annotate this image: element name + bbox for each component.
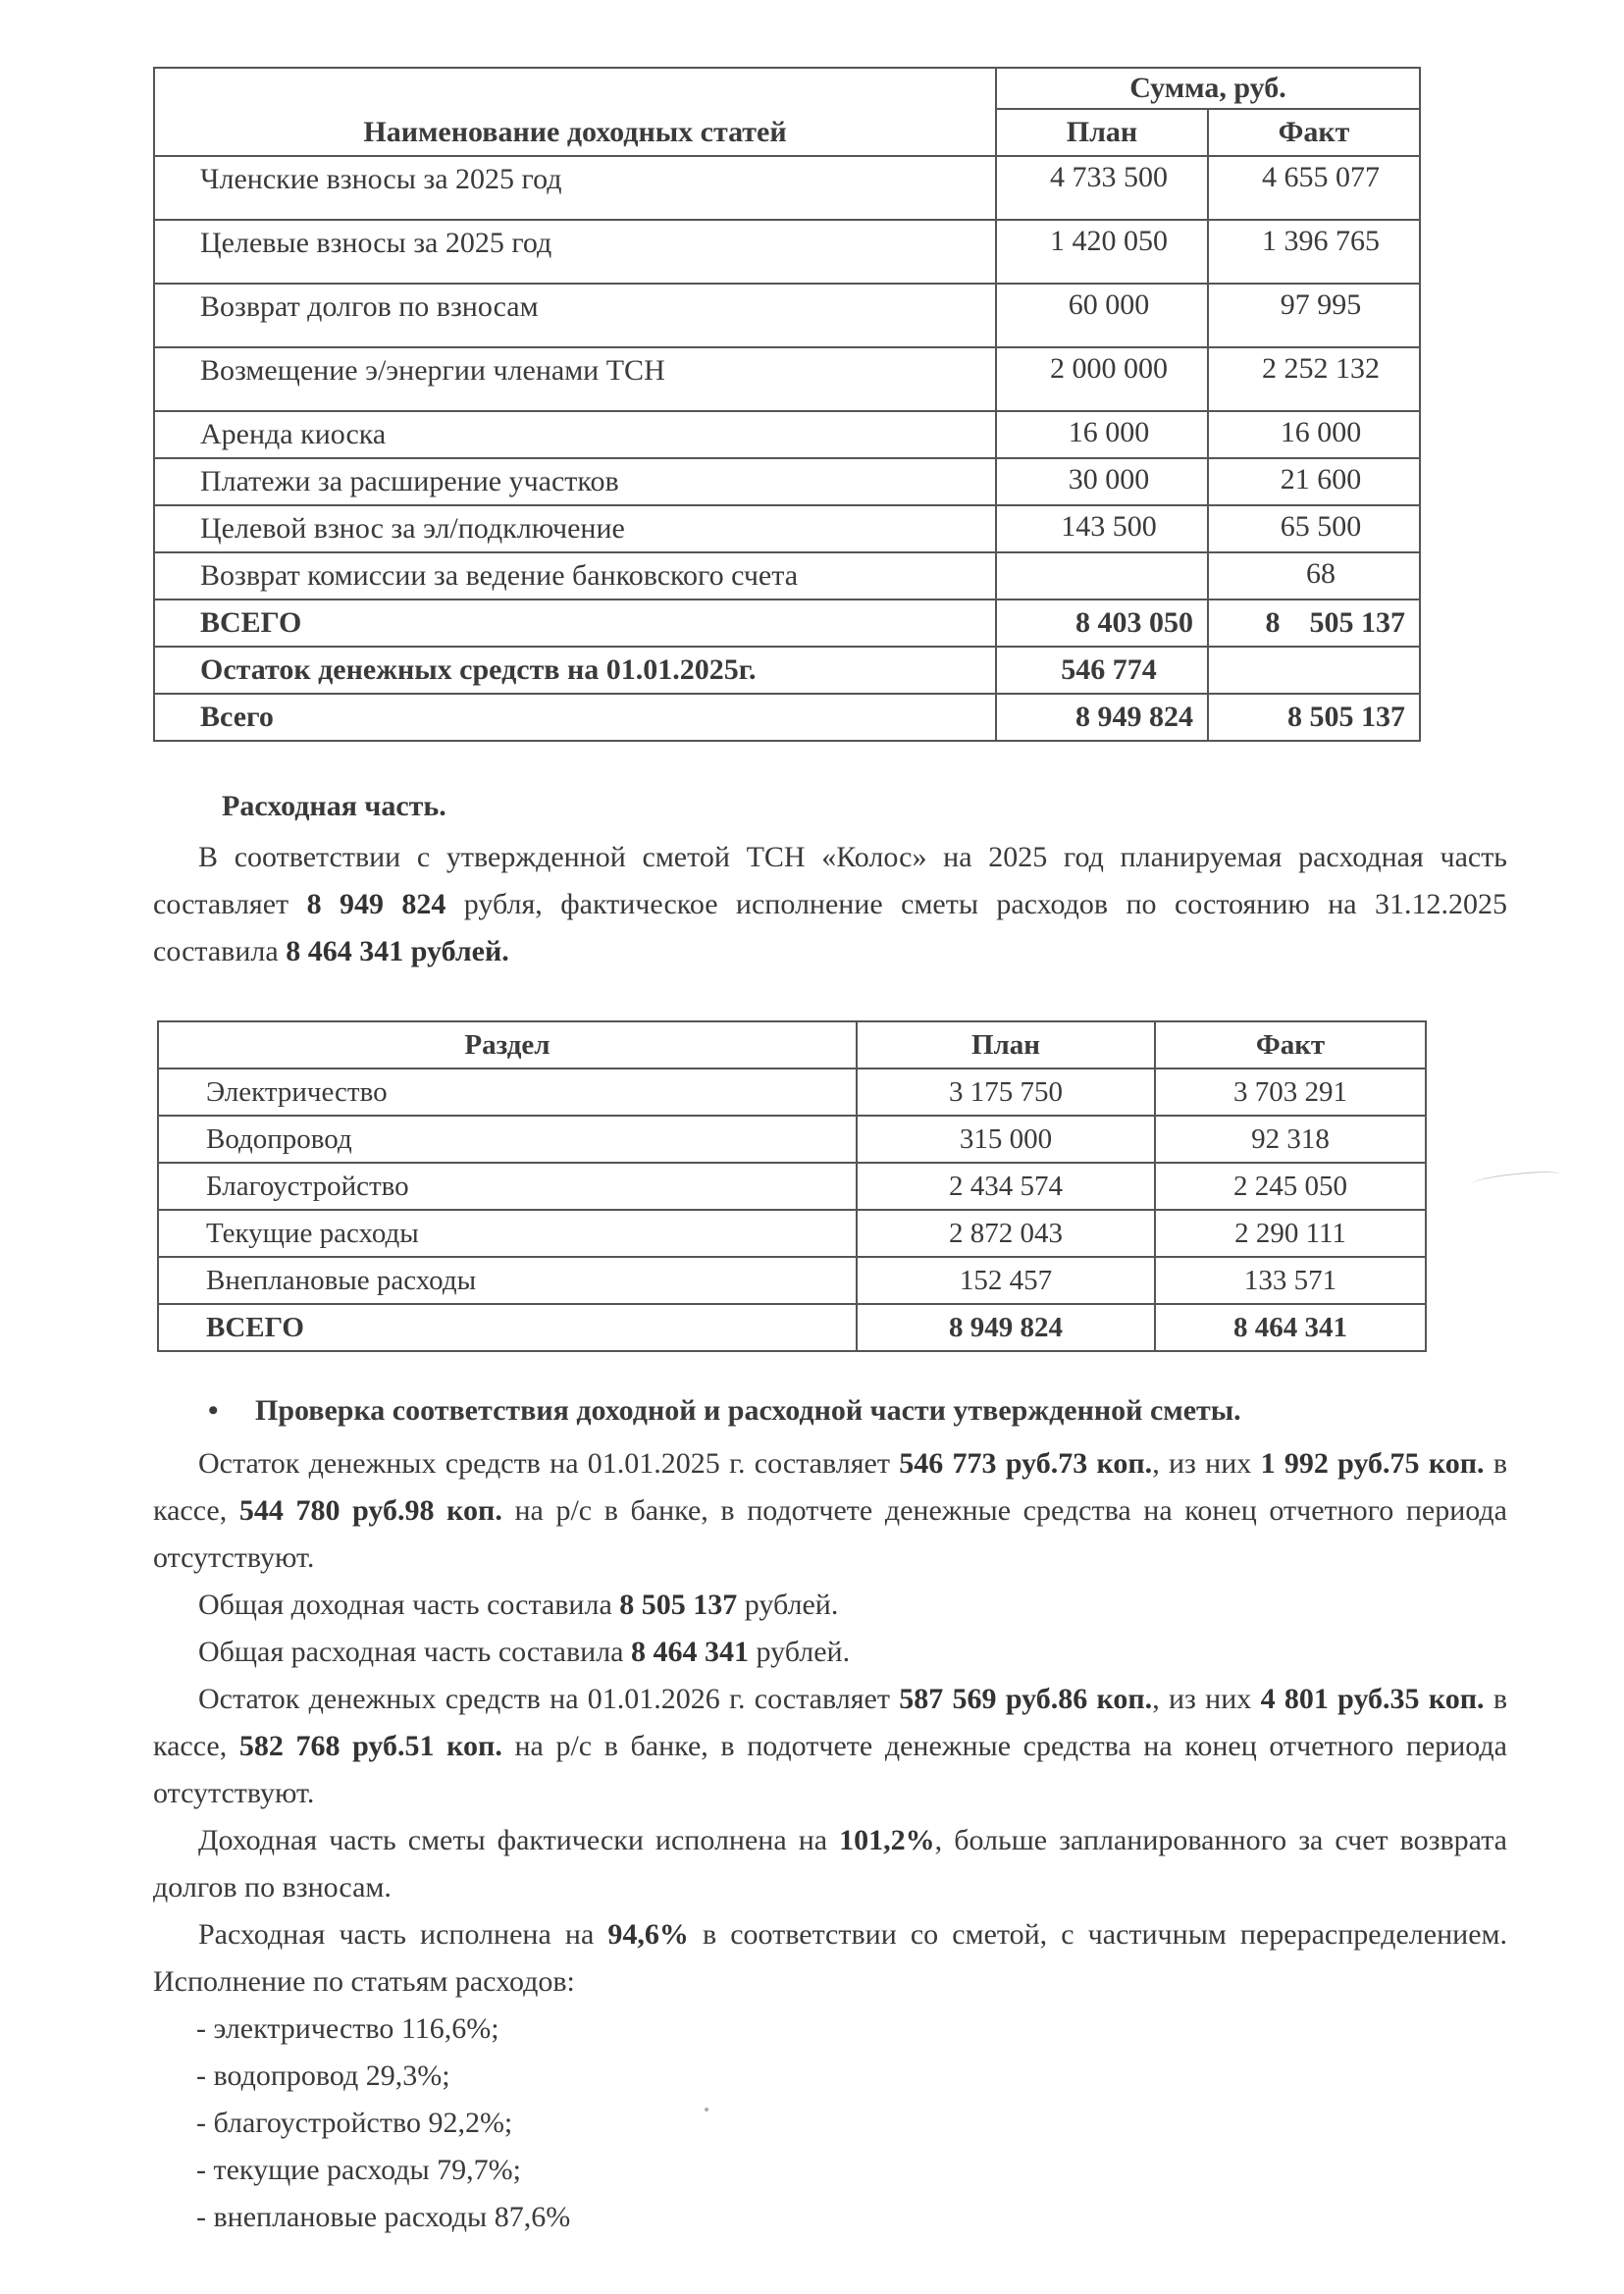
check-section-title xyxy=(208,1387,1241,1434)
income-fact-value: 4 655 077 xyxy=(1208,156,1420,220)
expense-fact-value: 3 703 291 xyxy=(1155,1069,1426,1116)
income-item-name: Аренда киоска xyxy=(154,411,996,458)
income-plan-value: 1 420 050 xyxy=(996,220,1208,284)
expense-section-name: Текущие расходы xyxy=(158,1210,857,1257)
income-plan-value: 2 000 000 xyxy=(996,347,1208,411)
text-span: , из них xyxy=(1152,1447,1261,1480)
text-span: Расходная часть исполнена на xyxy=(198,1918,608,1951)
list-item: - электричество 116,6%; xyxy=(196,2012,499,2045)
closing-balance-amount: 587 569 руб.86 коп. xyxy=(899,1683,1153,1715)
income-fact-value: 68 xyxy=(1208,552,1420,600)
closing-bank-amount: 582 768 руб.51 коп. xyxy=(238,1730,502,1762)
list-item: - внеплановые расходы 87,6% xyxy=(196,2201,571,2233)
text-span: рублей. xyxy=(749,1636,851,1668)
income-total-amount: 8 505 137 xyxy=(619,1589,738,1621)
expense-total-paragraph xyxy=(198,1629,850,1676)
text-span: , из них xyxy=(1152,1683,1261,1715)
list-item: - текущие расходы 79,7%; xyxy=(196,2154,522,2186)
expense-section-name: Водопровод xyxy=(158,1116,857,1163)
income-item-name: Возмещение э/энергии членами ТСН xyxy=(154,347,996,411)
expense-fact-value: 2 245 050 xyxy=(1155,1163,1426,1210)
closing-balance-paragraph xyxy=(153,1676,1507,1817)
text-span: рубля, фактическое исполнение сметы расходов по состоянию на 31.12.2025 составила xyxy=(153,888,1507,967)
income-item-name: Членские взносы за 2025 год xyxy=(154,156,996,220)
table-row xyxy=(158,1163,1426,1210)
planned-expense-amount: 8 949 824 xyxy=(306,888,446,920)
table-row xyxy=(154,458,1420,505)
expense-table xyxy=(157,1020,1427,1352)
opening-balance-plan: 546 774 xyxy=(996,647,1208,694)
expense-plan-value: 3 175 750 xyxy=(857,1069,1155,1116)
income-plan-value: 30 000 xyxy=(996,458,1208,505)
expense-plan-value: 2 434 574 xyxy=(857,1163,1155,1210)
income-fact-value: 97 995 xyxy=(1208,284,1420,347)
income-grand-total-row xyxy=(154,694,1420,741)
text-span: Остаток денежных средств на 01.01.2026 г. составляет xyxy=(198,1683,900,1715)
table-row xyxy=(154,347,1420,411)
income-fact-value: 2 252 132 xyxy=(1208,347,1420,411)
expense-section-name: Благоустройство xyxy=(158,1163,857,1210)
list-item: - благоустройство 92,2%; xyxy=(196,2107,513,2139)
fact-column-header: Факт xyxy=(1208,109,1420,156)
income-grand-total-plan: 8 949 824 xyxy=(996,694,1208,741)
expense-fact-value: 2 290 111 xyxy=(1155,1210,1426,1257)
text-span: В соответствии с утвержденной сметой ТСН «Колос» на 2025 год планируемая расходная часть составляет xyxy=(153,841,1507,920)
income-total-fact: 8 505 137 xyxy=(1208,600,1420,647)
table-row xyxy=(158,1069,1426,1116)
expense-total-label: ВСЕГО xyxy=(158,1304,857,1351)
text-span: Остаток денежных средств на 01.01.2025 г. составляет xyxy=(198,1447,900,1480)
expense-total-amount: 8 464 341 xyxy=(631,1636,749,1668)
income-item-name: Возврат комиссии за ведение банковского счета xyxy=(154,552,996,600)
income-item-name: Возврат долгов по взносам xyxy=(154,284,996,347)
income-total-label: ВСЕГО xyxy=(154,600,996,647)
opening-balance-amount: 546 773 руб.73 коп. xyxy=(899,1447,1153,1480)
text-span: на р/с в банке, в подотчете денежные средства на конец отчетного периода отсутствуют. xyxy=(153,1494,1507,1574)
opening-cash-amount: 1 992 руб.75 коп. xyxy=(1260,1447,1485,1480)
income-plan-value: 143 500 xyxy=(996,505,1208,552)
expense-total-fact: 8 464 341 xyxy=(1155,1304,1426,1351)
expense-section-title: Расходная часть. xyxy=(222,790,446,822)
income-execution-paragraph xyxy=(153,1817,1507,1911)
income-item-name: Платежи за расширение участков xyxy=(154,458,996,505)
text-span: в кассе, xyxy=(153,1447,1507,1527)
table-row xyxy=(154,552,1420,600)
text-span: в соответствии со сметой, с частичным перераспределением. Исполнение по статьям расходов: xyxy=(153,1918,1507,1998)
income-total-row xyxy=(154,600,1420,647)
income-fact-value: 16 000 xyxy=(1208,411,1420,458)
table-row xyxy=(154,220,1420,284)
income-execution-percent: 101,2% xyxy=(839,1824,935,1856)
expense-fact-value: 133 571 xyxy=(1155,1257,1426,1304)
expense-execution-percent: 94,6% xyxy=(607,1918,689,1951)
opening-bank-amount: 544 780 руб.98 коп. xyxy=(238,1494,502,1527)
closing-cash-amount: 4 801 руб.35 коп. xyxy=(1260,1683,1485,1715)
income-plan-value: 60 000 xyxy=(996,284,1208,347)
income-table-header-row xyxy=(154,68,1420,109)
income-plan-value: 4 733 500 xyxy=(996,156,1208,220)
table-row xyxy=(154,505,1420,552)
expense-plan-value: 152 457 xyxy=(857,1257,1155,1304)
opening-balance-row xyxy=(154,647,1420,694)
table-row xyxy=(154,411,1420,458)
income-plan-value xyxy=(996,552,1208,600)
income-item-name: Целевой взнос за эл/подключение xyxy=(154,505,996,552)
income-fact-value: 65 500 xyxy=(1208,505,1420,552)
expense-table-header-row xyxy=(158,1021,1426,1069)
expense-section-name: Электричество xyxy=(158,1069,857,1116)
table-row xyxy=(158,1210,1426,1257)
text-span: в кассе, xyxy=(153,1683,1507,1762)
expense-plan-value: 2 872 043 xyxy=(857,1210,1155,1257)
plan-column-header: План xyxy=(857,1021,1155,1069)
plan-column-header: План xyxy=(996,109,1208,156)
income-grand-total-fact: 8 505 137 xyxy=(1208,694,1420,741)
table-row xyxy=(154,284,1420,347)
income-total-plan: 8 403 050 xyxy=(996,600,1208,647)
text-span: Общая доходная часть составила xyxy=(198,1589,620,1621)
expense-section-name: Внеплановые расходы xyxy=(158,1257,857,1304)
fact-column-header: Факт xyxy=(1155,1021,1426,1069)
table-row xyxy=(158,1257,1426,1304)
income-table xyxy=(153,67,1421,742)
income-name-column-header: Наименование доходных статей xyxy=(154,68,996,156)
expense-total-plan: 8 949 824 xyxy=(857,1304,1155,1351)
income-fact-value: 21 600 xyxy=(1208,458,1420,505)
text-span: на р/с в банке, в подотчете денежные средства на конец отчетного периода отсутствуют. xyxy=(153,1730,1507,1809)
scan-dot xyxy=(705,2108,708,2112)
expense-fact-value: 92 318 xyxy=(1155,1116,1426,1163)
actual-expense-amount: 8 464 341 рублей. xyxy=(286,935,509,967)
text-span: Доходная часть сметы фактически исполнена на xyxy=(198,1824,840,1856)
expense-plan-value: 315 000 xyxy=(857,1116,1155,1163)
income-item-name: Целевые взносы за 2025 год xyxy=(154,220,996,284)
income-plan-value: 16 000 xyxy=(996,411,1208,458)
text-span: Общая расходная часть составила xyxy=(198,1636,631,1668)
sum-group-header: Сумма, руб. xyxy=(996,68,1420,109)
list-item: - водопровод 29,3%; xyxy=(196,2059,450,2092)
expense-total-row xyxy=(158,1304,1426,1351)
text-span: , больше запланированного за счет возврата долгов по взносам. xyxy=(153,1824,1507,1903)
expense-items-list xyxy=(196,2006,570,2241)
expense-intro-paragraph xyxy=(153,834,1507,975)
scan-artifact xyxy=(1472,1169,1561,1188)
table-row xyxy=(154,156,1420,220)
section-column-header: Раздел xyxy=(158,1021,857,1069)
opening-balance-label: Остаток денежных средств на 01.01.2025г. xyxy=(154,647,996,694)
income-total-paragraph xyxy=(198,1582,838,1629)
bullet-icon: • xyxy=(208,1394,219,1427)
opening-balance-fact xyxy=(1208,647,1420,694)
check-title-text: Проверка соответствия доходной и расходной части утвержденной сметы. xyxy=(255,1394,1241,1427)
table-row xyxy=(158,1116,1426,1163)
income-fact-value: 1 396 765 xyxy=(1208,220,1420,284)
income-grand-total-label: Всего xyxy=(154,694,996,741)
text-span: рублей. xyxy=(737,1589,839,1621)
opening-balance-paragraph xyxy=(153,1440,1507,1582)
expense-execution-paragraph xyxy=(153,1911,1507,2006)
